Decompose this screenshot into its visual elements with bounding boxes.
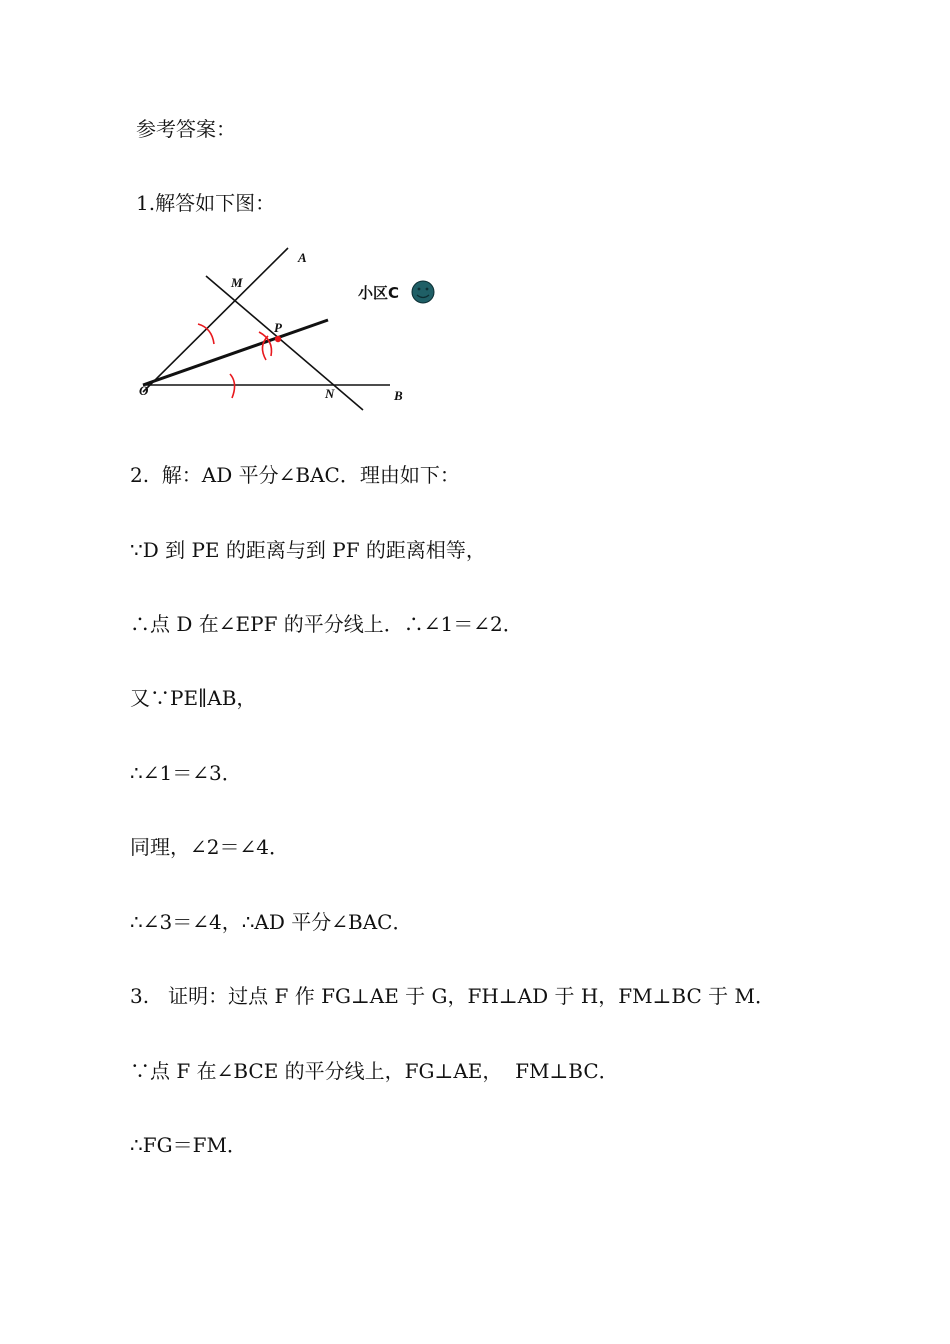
smiley-face-icon <box>412 281 434 303</box>
label-a: A <box>298 250 307 265</box>
q2-line-3: ∴点 D 在∠EPF 的平分线上．∴∠1＝∠2． <box>130 612 523 636</box>
point-p <box>275 336 281 342</box>
angle-bisector-diagram <box>128 240 458 420</box>
bisector-op <box>143 320 328 385</box>
q2-line-4: 又∵PE∥AB， <box>130 686 257 710</box>
label-p: P <box>274 320 282 335</box>
q2-line-1: 2. 解：AD 平分∠BAC．理由如下： <box>130 463 460 487</box>
section-heading: 参考答案： <box>136 117 236 141</box>
ray-oa <box>143 248 288 392</box>
area-c-label: 小区C <box>358 284 400 302</box>
q2-line-6: 同理，∠2＝∠4． <box>130 835 289 859</box>
q2-line-7: ∴∠3＝∠4，∴AD 平分∠BAC． <box>130 910 413 934</box>
q2-line-2: ∵D 到 PE 的距离与到 PF 的距离相等， <box>130 538 486 562</box>
q3-line-2: ∵点 F 在∠BCE 的平分线上，FG⊥AE， FM⊥BC． <box>130 1059 619 1083</box>
label-o: O <box>139 383 149 398</box>
arc-on-ob <box>230 374 235 398</box>
label-m: M <box>231 275 243 290</box>
line-mn <box>206 276 363 410</box>
label-n: N <box>325 386 335 401</box>
label-b: B <box>394 388 403 403</box>
q2-line-5: ∴∠1＝∠3． <box>130 761 242 785</box>
q1-text: 1.解答如下图： <box>136 191 276 215</box>
q3-line-3: ∴FG＝FM． <box>130 1133 247 1157</box>
q3-line-1: 3. 证明：过点 F 作 FG⊥AE 于 G，FH⊥AD 于 H，FM⊥BC 于 M． <box>130 984 775 1008</box>
